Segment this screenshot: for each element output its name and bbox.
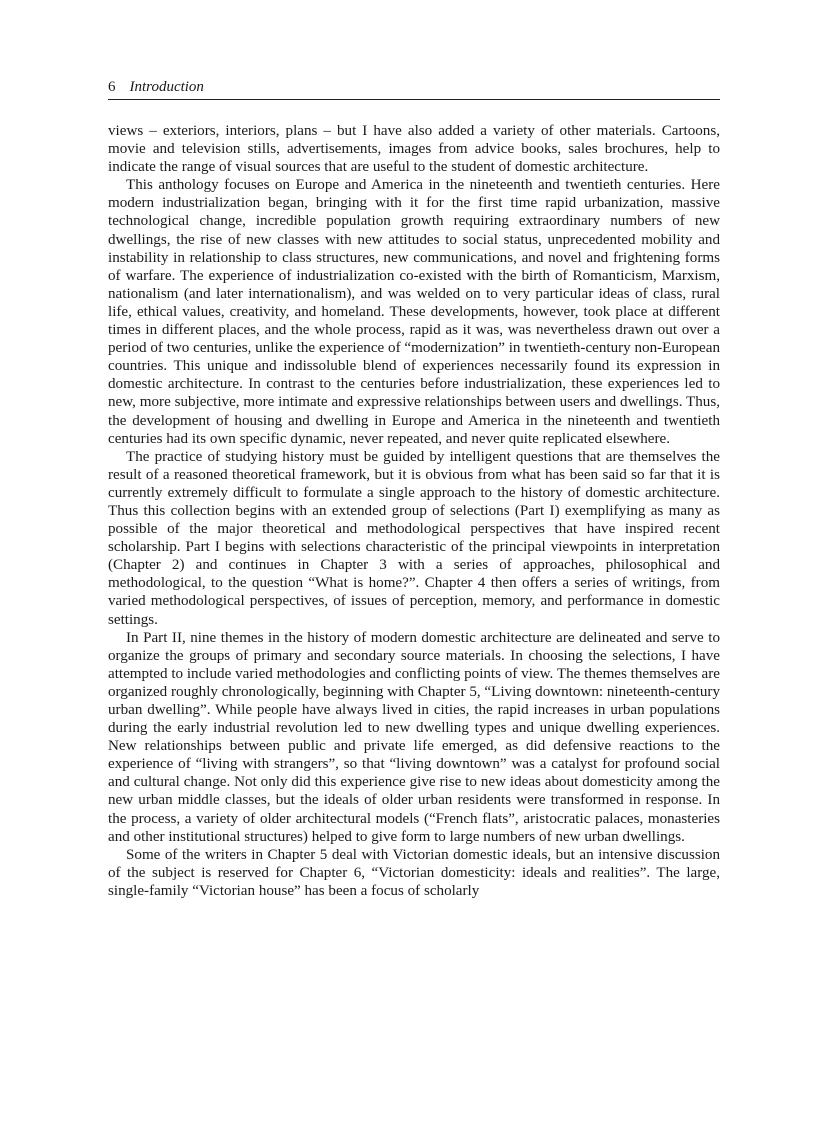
paragraph: In Part II, nine themes in the history of modern domestic architecture are delineated and serve to organize the groups of primary and secondary source materials. In choosing the selections, I have attempted to include varied methodologies and conflicting points of view. The themes themselves are organized roughly chronologically, beginning with Chapter 5, “Living downtown: nineteenth-century urban dwelling”. While people have always lived in cities, the rapid increases in urban populations during the early industrial revolution led to new dwelling types and unique dwelling experiences. New relationships between public and private life emerged, as did defensive reactions to the experience of “living with strangers”, so that “living downtown” was a catalyst for profound social and cultural change. Not only did this experience give rise to new ideas about domesticity among the new urban middle classes, but the ideals of older urban residents were transformed in response. In the process, a variety of older architectural models (“French flats”, aristocratic palaces, monasteries and other institutional structures) helped to give form to large numbers of new urban dwellings. (108, 629, 720, 845)
paragraph: The practice of studying history must be guided by intelligent questions that are themselves the result of a reasoned theoretical framework, but it is obvious from what has been said so far that it is currently extremely difficult to formulate a single approach to the history of domestic architecture. Thus this collection begins with an extended group of selections (Part I) exemplifying as many as possible of the major theoretical and methodological perspectives that have inspired recent scholarship. Part I begins with selections characteristic of the principal viewpoints in interpretation (Chapter 2) and continues in Chapter 3 with a series of approaches, philosophical and methodological, to the question “What is home?”. Chapter 4 then offers a series of writings, from varied methodological perspectives, of issues of perception, memory, and performance in domestic settings. (108, 448, 720, 628)
page (108, 78, 720, 900)
running-head (108, 78, 720, 100)
paragraph-continued: views – exteriors, interiors, plans – but I have also added a variety of other materials. Cartoons, movie and television stills, advertisements, images from advice books, sales brochures, help to indicate the range of visual sources that are useful to the student of domestic architecture. (108, 123, 720, 176)
page-number: 6 (108, 79, 116, 95)
paragraph: This anthology focuses on Europe and America in the nineteenth and twentieth centuries. Here modern industrialization began, bringing with it for the first time rapid urbanization, massive technological change, incredible population growth requiring extraordinary numbers of new dwellings, the rise of new classes with new attitudes to social status, unprecedented mobility and instability in relationship to class structures, new communications, and novel and frightening forms of warfare. The experience of industrialization co-existed with the birth of Romanticism, Marxism, nationalism (and later internationalism), and was welded on to very particular ideas of class, rural life, ethical values, creativity, and homeland. These developments, however, took place at different times in different places, and the whole process, rapid as it was, was nevertheless drawn out over a period of two centuries, unlike the experience of “modernization” in twentieth-century non-European countries. This unique and indissoluble blend of experiences necessarily found its expression in domestic architecture. In contrast to the centuries before industrialization, these experiences led to new, more subjective, more intimate and expressive relationships between users and dwellings. Thus, the development of housing and dwelling in Europe and America in the nineteenth and twentieth centuries had its own specific dynamic, never repeated, and never quite replicated elsewhere. (108, 177, 720, 447)
running-head-title: Introduction (129, 79, 204, 95)
body-text (108, 122, 720, 900)
paragraph: Some of the writers in Chapter 5 deal with Victorian domestic ideals, but an intensive discussion of the subject is reserved for Chapter 6, “Victorian domesticity: ideals and realities”. The large, single-family “Victorian house” has been a focus of scholarly (108, 846, 720, 899)
